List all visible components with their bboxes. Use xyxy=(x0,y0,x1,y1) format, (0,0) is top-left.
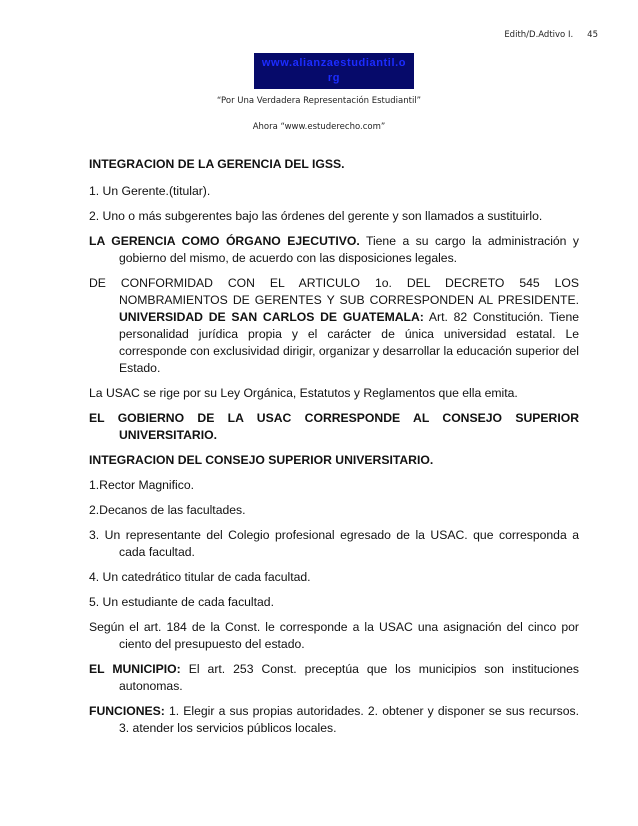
paragraph-subgerentes: 2. Uno o más subgerentes bajo las órdenes del gerente y son llamados a sustituirlo. xyxy=(89,209,543,223)
paragraph-text-2: Art. 82 Constitución. Tiene personalidad jurídica propia y el carácter de única universidad estatal. Le corresponde con exclusividad dirigir, organizar y desarrollar la educación superior del Estado. xyxy=(119,310,579,375)
slogan-tagline: “Por Una Verdadera Representación Estudiantil” xyxy=(216,96,422,106)
document-body xyxy=(89,156,579,745)
paragraph-art-184: Según el art. 184 de la Const. le corresponde a la USAC una asignación del cinco por ciento del presupuesto del estado. xyxy=(89,620,579,651)
paragraph-gerencia-organo xyxy=(89,233,579,267)
banner-line-2: rg xyxy=(327,72,341,84)
paragraph-gobierno-usac xyxy=(89,410,579,444)
page-header xyxy=(504,30,598,40)
new-site-tagline: Ahora “www.estuderecho.com” xyxy=(252,122,386,132)
paragraph-decreto-545 xyxy=(89,275,579,377)
bold-inline: UNIVERSIDAD DE SAN CARLOS DE GUATEMALA: xyxy=(119,310,424,324)
bold-lead: EL MUNICIPIO: xyxy=(89,662,181,676)
bold-text: INTEGRACION DEL CONSEJO SUPERIOR UNIVERSITARIO. xyxy=(89,453,434,467)
paragraph-gerente: 1. Un Gerente.(titular). xyxy=(89,184,211,198)
bold-lead: FUNCIONES: xyxy=(89,704,165,718)
website-banner xyxy=(254,53,414,89)
heading-text: INTEGRACION DE LA GERENCIA DEL IGSS. xyxy=(89,157,345,171)
paragraph-integracion-consejo xyxy=(89,452,579,469)
paragraph-usac-ley: La USAC se rige por su Ley Orgánica, Estatutos y Reglamentos que ella emita. xyxy=(89,386,518,400)
page-number: 45 xyxy=(587,30,598,40)
list-item-rector: 1.Rector Magnifico. xyxy=(89,478,194,492)
list-item-estudiante: 5. Un estudiante de cada facultad. xyxy=(89,595,274,609)
paragraph-text: Tiene a su cargo la administración y gobierno del mismo, de acuerdo con las disposiciones legales. xyxy=(119,234,580,265)
paragraph-text: DE CONFORMIDAD CON EL ARTICULO 1o. DEL DECRETO 545 LOS NOMBRAMIENTOS DE GERENTES Y SUB CORRESPONDEN AL PRESIDENTE. xyxy=(89,276,579,307)
list-item-representante: 3. Un representante del Colegio profesional egresado de la USAC. que corresponda a cada facultad. xyxy=(89,528,579,559)
list-item-catedratico: 4. Un catedrático titular de cada facultad. xyxy=(89,570,311,584)
paragraph-igss-heading xyxy=(89,156,579,173)
paragraph-text: El art. 253 Const. preceptúa que los municipios son instituciones autonomas. xyxy=(119,662,580,693)
bold-text: EL GOBIERNO DE LA USAC CORRESPONDE AL CONSEJO SUPERIOR UNIVERSITARIO. xyxy=(89,411,579,442)
paragraph-funciones xyxy=(89,703,579,737)
header-author: Edith/D.Adtivo I. xyxy=(504,30,574,40)
bold-lead: LA GERENCIA COMO ÓRGANO EJECUTIVO. xyxy=(89,234,360,248)
paragraph-municipio xyxy=(89,661,579,695)
paragraph-text: 1. Elegir a sus propias autoridades. 2. obtener y disponer se sus recursos. 3. atender los servicios públicos locales. xyxy=(119,704,579,735)
banner-line-1: www.alianzaestudiantil.o xyxy=(261,57,407,69)
list-item-decanos: 2.Decanos de las facultades. xyxy=(89,503,246,517)
